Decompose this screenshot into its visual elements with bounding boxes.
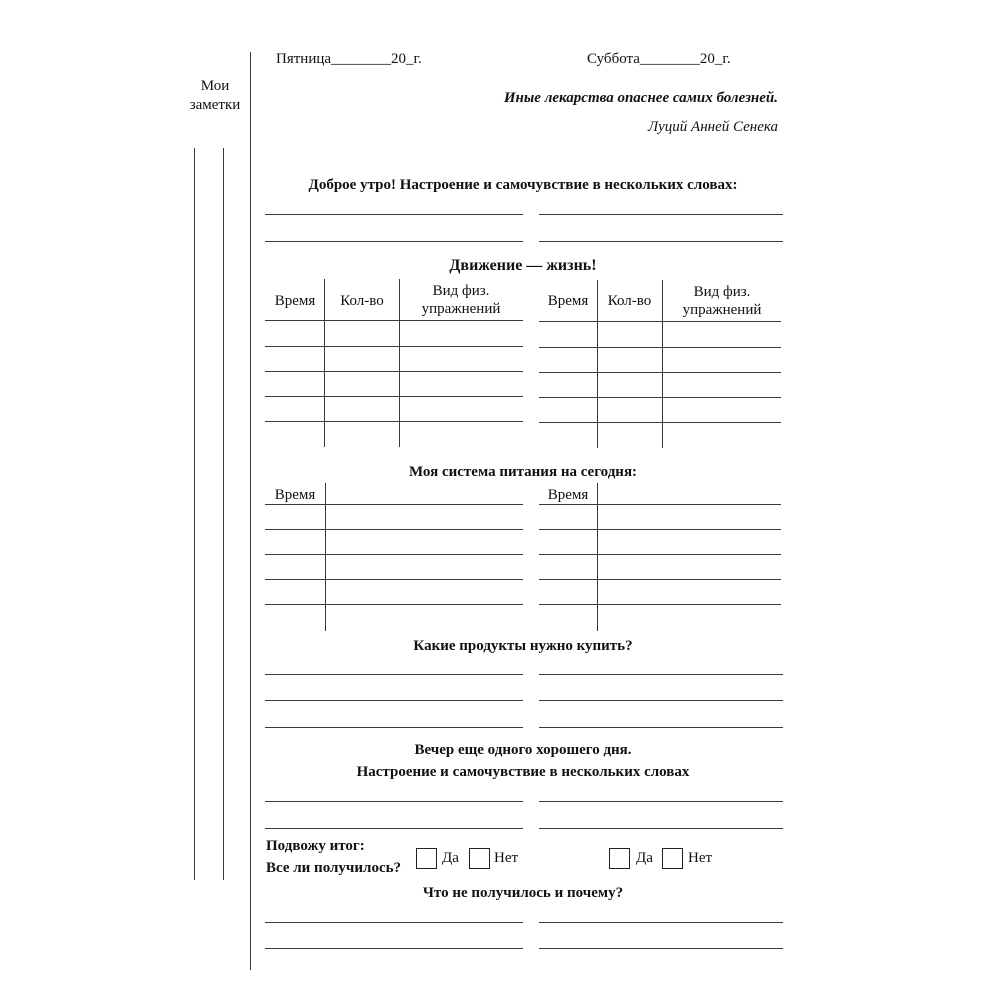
friday-yes-checkbox[interactable] <box>416 848 437 869</box>
table-row-line[interactable] <box>265 529 523 530</box>
exercise-col-type-line1: Вид физ. <box>432 283 490 299</box>
exercise-col-type <box>663 283 781 319</box>
table-row-line[interactable] <box>265 396 523 397</box>
morning-title: Доброе утро! Настроение и самочувствие в нескольких словах: <box>308 177 738 193</box>
notes-column-line-left <box>194 148 195 880</box>
nutrition-col-time: Время <box>274 487 316 503</box>
table-row-line[interactable] <box>539 397 781 398</box>
table-divider <box>325 483 326 631</box>
morning-line[interactable] <box>265 214 523 215</box>
table-row-line[interactable] <box>539 347 781 348</box>
table-row-line[interactable] <box>265 320 523 321</box>
friday-yes-label: Да <box>442 850 459 866</box>
summary-line2: Все ли получилось? <box>266 860 402 876</box>
shopping-line[interactable] <box>265 700 523 701</box>
table-row-line[interactable] <box>539 422 781 423</box>
why-line[interactable] <box>265 948 523 949</box>
notes-column-line-right <box>223 148 224 880</box>
exercise-title: Движение — жизнь! <box>449 257 597 274</box>
shopping-line[interactable] <box>265 674 523 675</box>
saturday-yes-label: Да <box>636 850 653 866</box>
notes-title-line1: Мои <box>200 78 230 94</box>
summary-line1: Подвожу итог: <box>266 838 365 854</box>
evening-title-line2: Настроение и самочувствие в нескольких словах <box>356 764 690 780</box>
why-line[interactable] <box>539 948 783 949</box>
saturday-no-checkbox[interactable] <box>662 848 683 869</box>
shopping-line[interactable] <box>265 727 523 728</box>
table-row-line[interactable] <box>265 579 523 580</box>
morning-line[interactable] <box>539 241 783 242</box>
table-row-line[interactable] <box>265 421 523 422</box>
page-margin-line <box>250 52 251 970</box>
nutrition-col-time: Время <box>547 487 589 503</box>
table-row-line[interactable] <box>265 504 523 505</box>
exercise-col-type-line2: упражнений <box>682 302 762 318</box>
evening-title-line1: Вечер еще одного хорошего дня. <box>414 742 632 758</box>
table-row-line[interactable] <box>265 554 523 555</box>
table-row-line[interactable] <box>265 604 523 605</box>
exercise-col-type <box>400 282 522 318</box>
exercise-col-type-line2: упражнений <box>421 301 501 317</box>
nutrition-title: Моя система питания на сегодня: <box>408 464 638 480</box>
evening-line[interactable] <box>539 801 783 802</box>
quote-text: Иные лекарства опаснее самих болезней. <box>503 90 778 106</box>
evening-line[interactable] <box>539 828 783 829</box>
why-line[interactable] <box>539 922 783 923</box>
evening-line[interactable] <box>265 828 523 829</box>
table-row-line[interactable] <box>539 604 781 605</box>
table-row-line[interactable] <box>265 346 523 347</box>
morning-line[interactable] <box>539 214 783 215</box>
why-line[interactable] <box>265 922 523 923</box>
why-title: Что не получилось и почему? <box>422 885 624 901</box>
shopping-line[interactable] <box>539 674 783 675</box>
shopping-line[interactable] <box>539 727 783 728</box>
morning-line[interactable] <box>265 241 523 242</box>
shopping-line[interactable] <box>539 700 783 701</box>
table-row-line[interactable] <box>539 321 781 322</box>
notes-title-line2: заметки <box>189 97 241 113</box>
table-row-line[interactable] <box>539 372 781 373</box>
exercise-col-qty: Кол-во <box>340 293 384 309</box>
exercise-col-qty: Кол-во <box>607 293 652 309</box>
quote-author: Луций Анней Сенека <box>647 119 778 135</box>
table-divider <box>597 483 598 631</box>
friday-no-checkbox[interactable] <box>469 848 490 869</box>
exercise-col-time: Время <box>547 293 589 309</box>
table-row-line[interactable] <box>539 529 781 530</box>
evening-line[interactable] <box>265 801 523 802</box>
table-row-line[interactable] <box>265 371 523 372</box>
saturday-no-label: Нет <box>688 850 713 866</box>
table-row-line[interactable] <box>539 554 781 555</box>
table-row-line[interactable] <box>539 504 781 505</box>
table-row-line[interactable] <box>539 579 781 580</box>
shopping-title: Какие продукты нужно купить? <box>413 638 633 654</box>
friday-date-label: Пятница________20_г. <box>276 51 422 67</box>
exercise-col-type-line1: Вид физ. <box>693 284 751 300</box>
notes-title <box>180 77 250 115</box>
exercise-col-time: Время <box>274 293 316 309</box>
saturday-yes-checkbox[interactable] <box>609 848 630 869</box>
friday-no-label: Нет <box>494 850 519 866</box>
saturday-date-label: Суббота________20_г. <box>587 51 731 67</box>
